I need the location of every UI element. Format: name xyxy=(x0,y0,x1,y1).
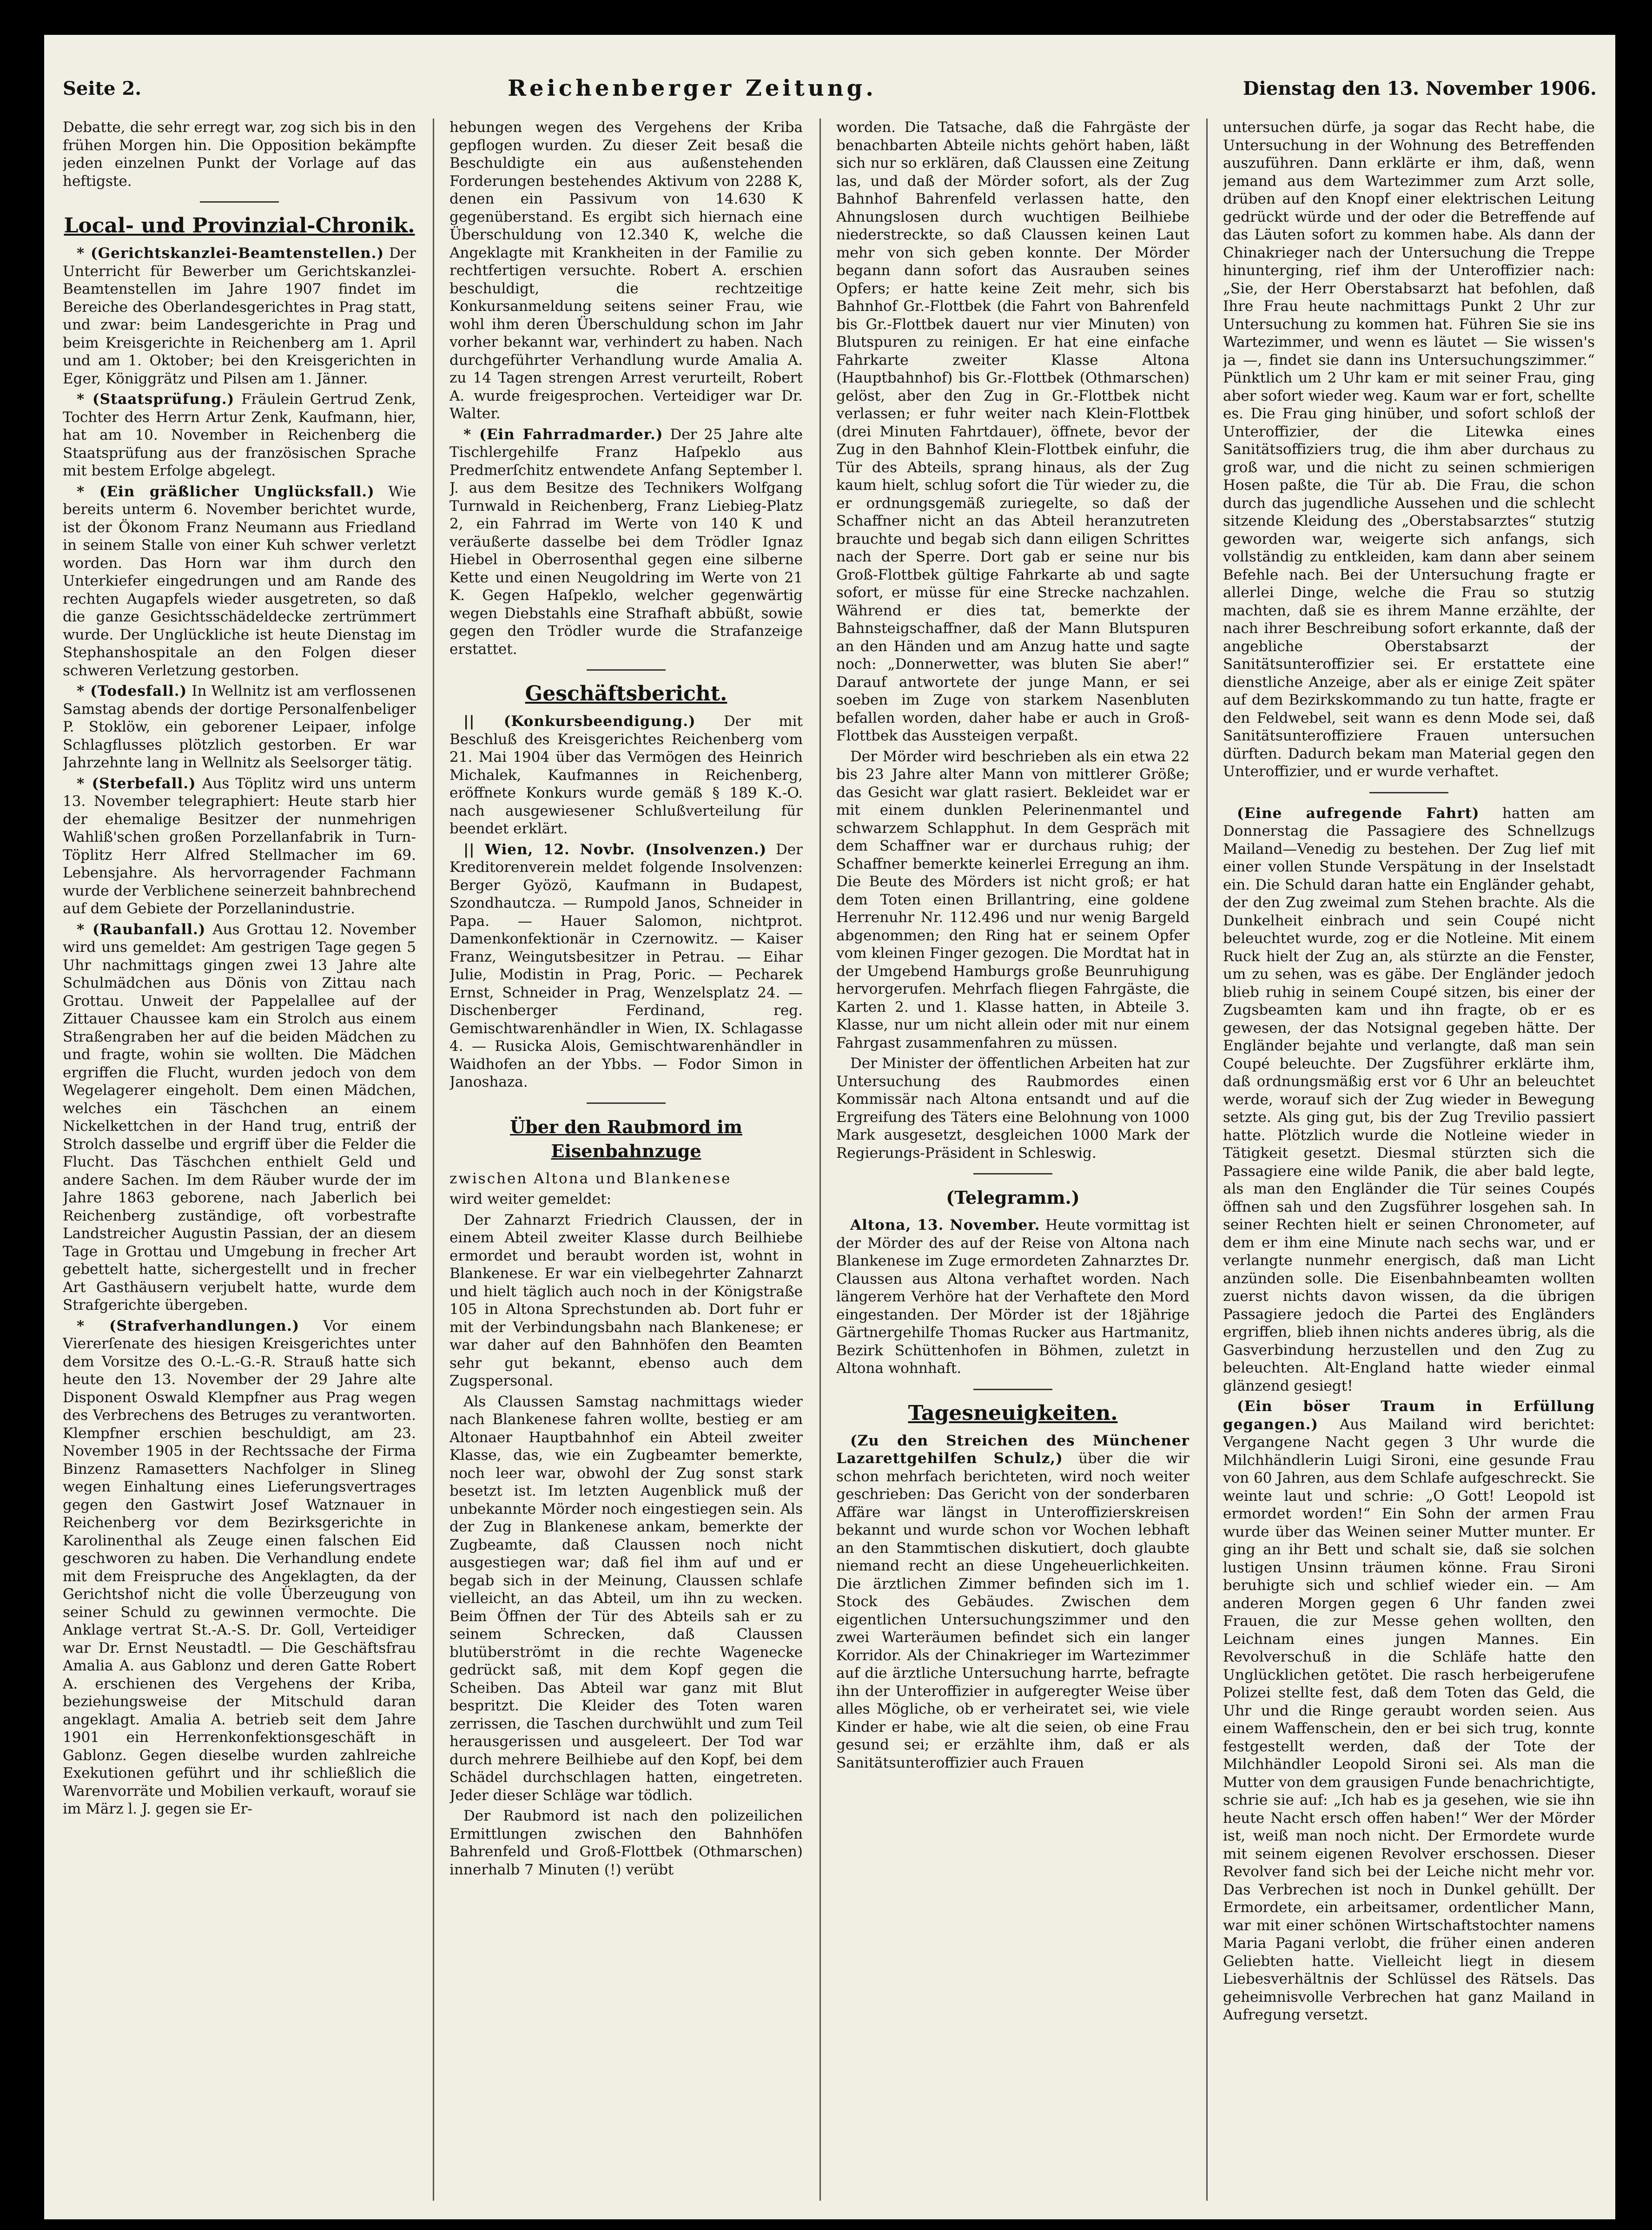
section-title: Local- und Provinzial-Chronik. xyxy=(64,214,415,238)
article xyxy=(63,244,416,388)
article-body: Der Kreditorenverein meldet folgende Insolvenzen: Berger Gyözö, Kaufmann in Budapest, Szondhautcza. — Rumpold Janos, Schneider in Papa. — Hauer Salomon, nichtprot. Damenkonfektionär in Czernowitz. — Kaiser Franz, Weingutsbesitzer in Petrau. — Eihar Julie, Modistin in Prag, Poric. — Pecharek Ernst, Schneider in Prag, Wenzelsplatz 24. — Dischenberger Ferdinand, reg. Gemischtwarenhändler in Wien, IX. Schlagasse 4. — Rusicka Alois, Gemischtwarenhändler in Waidhofen an der Ybbs. — Fodor Simon in Janoshaza. xyxy=(449,841,803,1090)
paragraph: Der Zahnarzt Friedrich Claussen, der in einem Abteil zweiter Klasse durch Beilhiebe ermordet und beraubt worden ist, wohnt in Blankenese. Er war ein vielbegehrter Zahnarzt und hielt täglich auch noch in der Königstraße 105 in Altona Sprechstunden ab. Dort fuhr er mit der Verbindungsbahn nach Blankenese; er war daher auf den Bahnhöfen den Beamten sehr gut bekannt, ebenso auch dem Zugspersonal. xyxy=(449,1211,803,1389)
article-body: Der 25 Jahre alte Tischlergehilfe Franz Haſpeklo aus Predmerſchitz entwendete Anfang September l. J. aus dem Besitze des Technikers Wolfgang Turnwald in Reichenberg, Franz Liebieg-Platz 2, ein Fahrrad im Werte von 140 K und veräußerte dasselbe bei dem Trödler Ignaz Hiebel in Oberrosenthal gegen eine silberne Kette und einen Neugoldring im Werte von 21 K. Gegen Haſpeklo, welcher gegenwärtig wegen Diebstahls eine Strafhaft abbüßt, sowie gegen den Trödler wurde die Strafanzeige erstattet. xyxy=(449,426,803,658)
column-2 xyxy=(449,119,803,2201)
article xyxy=(836,1432,1189,1772)
article xyxy=(63,483,416,680)
dateline: Altona, 13. November. xyxy=(850,1217,1040,1234)
section-subtitle: zwischen Altona und Blankenese xyxy=(449,1170,732,1187)
paragraph: Der Minister der öffentlichen Arbeiten hat zur Untersuchung des Raubmordes einen Kommissär nach Altona entsandt und auf die Ergreifung des Täters eine Belohnung von 1000 Mark ausgesetzt, desgleichen 1000 Mark der Regierungs-Präsident in Schleswig. xyxy=(836,1055,1189,1161)
article xyxy=(1223,805,1595,1395)
column-rule xyxy=(433,119,434,2201)
article xyxy=(836,1216,1189,1378)
article xyxy=(1223,1398,1595,2024)
article xyxy=(449,841,803,1091)
columns xyxy=(63,119,1597,2201)
column-4 xyxy=(1223,119,1595,2201)
paragraph: untersuchen dürfe, ja sogar das Recht habe, die Untersuchung in der Wohnung des Betreffenden auszuführen. Dann erklärte er ihm, daß, wenn jemand aus dem Wartezimmer zum Arzt solle, drüben auf den Knopf einer elektrischen Leitung gedrückt würde und der oder die Betreffende auf das Läuten sofort zu kommen habe. Als dann der Chinakrieger nach der Untersuchung die Treppe hinunterging, rief ihm der Unteroffizier nach: „Sie, der Herr Oberstabsarzt hat befohlen, daß Ihre Frau heute nachmittags Punkt 2 Uhr zur Untersuchung zu kommen hat. Führen Sie sie ins Wartezimmer, und wenn es läutet — Sie wissen's ja —, findet sie dann ins Untersuchungszimmer.“ Pünktlich um 2 Uhr kam er mit seiner Frau, ging aber sofort wieder weg. Kaum war er fort, schellte es. Die Frau ging hinüber, und sofort schloß der Unteroffizier, der die Litewka eines Sanitätsoffiziers trug, die ihm aber durchaus zu groß war, und die nicht zu seinen schmierigen Hosen paßte, die Tür ab. Die Frau, die schon durch das jugendliche Aussehen und die schlecht sitzende Kleidung des „Oberstabsarztes“ stutzig geworden war, weigerte sich anfangs, sich vollständig zu entkleiden, kam dann aber seinem Befehle nach. Bei der Untersuchung fragte er allerlei Dinge, welche die Frau so stutzig machten, daß sie es ihrem Manne erzählte, der nach ihrer Beschreibung sofort erkannte, daß der angebliche Oberstabsarzt der Sanitätsunteroffizier sei. Er erstattete eine dienstliche Anzeige, aber als er einige Zeit später auf dem Bezirkskommando zu tun hatte, fragte er den Feldwebel, seit wann es denn Mode sei, daß Sanitätsunteroffiziere Frauen untersuchen dürften. Dadurch bekam man Material gegen den Unteroffizier, und er wurde verhaftet. xyxy=(1223,119,1595,780)
article-heading: * (Strafverhandlungen.) xyxy=(77,1317,300,1334)
masthead xyxy=(63,63,1597,114)
telegram-title: (Telegramm.) xyxy=(946,1187,1080,1208)
column-1 xyxy=(63,119,416,2201)
article-body: In Wellnitz ist am verflossenen Samstag abends der dortige Personalfenbeliger P. Stoklöw, ein geborener Leipaer, infolge Schlagflusses plötzlich gestorben. Er war Jahrzehnte lang in Wellnitz als Seelsorger tätig. xyxy=(63,683,416,771)
article-body: Wie bereits unterm 6. November berichtet wurde, ist der Ökonom Franz Neumann aus Friedland in seinem Stalle von einer Kuh schwer verletzt worden. Das Horn war ihm durch den Unterkiefer eingedrungen und am Rande des rechten Augapfels wieder ausgetreten, so daß die ganze Gesichtsschädeldecke zertrümmert wurde. Der Unglückliche ist heute Dienstag im Stephanshospitale an den Folgen dieser schweren Verletzung gestorben. xyxy=(63,483,416,679)
article-body: Der mit Beschluß des Kreisgerichtes Reichenberg vom 21. Mai 1904 über das Vermögen des Heinrich Michalek, Kaufmannes in Reichenberg, eröffnete Konkurs wurde gemäß § 189 K.-O. nach ausgewiesener Schlußverteilung für beendet erklärt. xyxy=(449,713,803,837)
separator xyxy=(587,669,666,671)
article-body: hatten am Donnerstag die Passagiere des Schnellzugs Mailand—Venedig zu bestehen. Der Zug lief mit einer vollen Stunde Verspätung in der Inselstadt ein. Die Schuld daran hatte ein Engländer gehabt, der den Zug zweimal zum Stehen brachte. Als die Dunkelheit einbrach und sein Coupé nicht beleuchtet wurde, zog er die Notleine. Mit einem Ruck hielt der Zug an, als stürzte an die Fenster, um zu sehen, was es gäbe. Der Engländer jedoch blieb ruhig in seinem Coupé sitzen, bis einer der Zugsbeamten kam und ihn fragte, ob er es gewesen, der das Notsignal gegeben hätte. Der Engländer bejahte und verlangte, daß man sein Coupé beleuchte. Der Zugsführer erklärte ihm, daß ordnungsmäßig erst vor 6 Uhr an beleuchtet werde, worauf sich der Zug wieder in Bewegung setzte. Als ging gut, bis der Zug Trevilio passiert hatte. Plötzlich wurde die Notleine wieder in Tätigkeit gesetzt. Diesmal stürzten sich die Passagiere eine wilde Panik, die aber bald legte, als man den Engländer die Tür seines Coupés öffnen sah und den Zugsführer losgehen sah. In seiner Rechten hielt er seinen Chronometer, auf dem er ihm eine Minute nach sechs war, und er verlangte nunmehr energisch, daß man Licht anzünden solle. Die Eisenbahnbeamten wollten zuerst nichts davon wissen, da die übrigen Passagiere jedoch die Partei des Engländers ergriffen, blieb ihnen nichts anderes übrig, als die Gasverbindung herzustellen und den Zug zu beleuchten. Alt-England hatte wieder einmal glänzend gesiegt! xyxy=(1223,805,1595,1394)
article-heading: || (Konkursbeendigung.) xyxy=(463,713,696,730)
paragraph: worden. Die Tatsache, daß die Fahrgäste der benachbarten Abteile nichts gehört haben, läßt sich nur so erklären, daß Claussen eine Zeitung las, und daß der Mörder sofort, als der Zug Bahnhof Bahrenfeld verlassen hatte, den Ahnungslosen durch wuchtigen Beilhiebe niederstreckte, so daß Claussen keinen Laut mehr von sich geben konnte. Der Mörder begann dann sofort das Ausrauben seines Opfers; er hatte keine Zeit mehr, sich bis Bahnhof Gr.-Flottbek (die Fahrt von Bahrenfeld bis Gr.-Flottbek dauert nur vier Minuten) von Blutspuren zu reinigen. Er hat eine einfache Fahrkarte zweiter Klasse Altona (Hauptbahnhof) bis Gr.-Flottbek (Othmarschen) gelöst, aber den Zug in Gr.-Flottbek nicht verlassen; er fuhr weiter nach Klein-Flottbek (drei Minuten Fahrtdauer), öffnete, bevor der Zug in den Bahnhof Klein-Flottbek einfuhr, die Tür des Abteils, sprang hinaus, als der Zug kaum hielt, schlug sofort die Tür wieder zu, die er ordnungsgemäß zuriegelte, so daß der Schaffner nicht an das Abteil heranzutreten brauchte und begab sich dann eiligen Schrittes nach der Sperre. Dort gab er seine nur bis Groß-Flottbek gültige Fahrkarte ab und sagte sofort, er müsse für eine Strecke nachzahlen. Während er dies tat, bemerkte der Bahnsteigschaffner, daß der Mann Blutspuren an den Händen und am Anzug hatte und sagte noch: „Donnerwetter, was bluten Sie aber!“ Darauf antwortete der junge Mann, er sei soeben im Zuge von starkem Nasenbluten befallen worden, daher habe er auch in Groß-Flottbek das Aussteigen verpaßt. xyxy=(836,119,1189,744)
article-body: Der Unterricht für Bewerber um Gerichtskanzlei-Beamtenstellen im Jahre 1907 findet im Bereiche des Oberlandesgerichtes in Prag statt, und zwar: beim Landesgerichte in Prag und beim Kreisgerichte in Reichenberg am 1. April und am 1. Oktober; bei den Kreisgerichten in Eger, Königgrätz und Pilsen am 1. Jänner. xyxy=(63,245,416,387)
paragraph: Der Raubmord ist nach den polizeilichen Ermittlungen zwischen den Bahnhöfen Bahrenfeld und Groß-Flottbek (Othmarschen) innerhalb 7 Minuten (!) verübt xyxy=(449,1808,803,1878)
separator xyxy=(1369,792,1448,793)
article-heading: * (Gerichtskanzlei-Beamtenstellen.) xyxy=(77,245,384,262)
article-heading: * (Ein Fahrradmarder.) xyxy=(463,426,663,443)
article xyxy=(63,921,416,1314)
newspaper-title: Reichenberger Zeitung. xyxy=(508,75,877,101)
column-rule xyxy=(1206,119,1208,2201)
section-title: Tagesneuigkeiten. xyxy=(908,1401,1118,1425)
article-heading: || Wien, 12. Novbr. (Insolvenzen.) xyxy=(463,841,767,858)
article xyxy=(63,390,416,480)
article-heading: * (Ein gräßlicher Unglücksfall.) xyxy=(77,483,375,500)
article-heading: (Ein böser Traum in Erfüllung gegangen.) xyxy=(1223,1398,1595,1433)
section-title: Geschäftsbericht. xyxy=(525,682,727,706)
column-rule xyxy=(819,119,821,2201)
column-3 xyxy=(836,119,1189,2201)
section-title: Über den Raubmord im Eisenbahnzuge xyxy=(509,1116,743,1161)
article-body: Heute vormittag ist der Mörder des auf der Reise von Altona nach Blankenese im Zuge ermordeten Zahnarztes Dr. Claussen aus Altona verhaftet worden. Nach längerem Verhöre hat der Verhaftete den Mord eingestanden. Der Mörder ist der 18jährige Gärtnergehilfe Thomas Rucker aus Hartmanitz, Bezirk Schüttenhofen in Böhmen, zuletzt in Altona wohnhaft. xyxy=(836,1217,1189,1377)
separator xyxy=(973,1389,1052,1390)
article-body: über die wir schon mehrfach berichteten, wird noch weiter geschrieben: Das Gericht von der sonderbaren Affäre war längst in Unteroffizierskreisen bekannt und wurde schon vor Wochen lebhaft an den Stammtischen diskutiert, doch glaubte niemand recht an diese Ungeheuerlichkeiten. Die ärztlichen Zimmer befinden sich im 1. Stock des Gebäudes. Zwischen dem eigentlichen Untersuchungszimmer und den zwei Warteräumen befindet sich ein langer Korridor. Als der Chinakrieger im Wartezimmer auf die ärztliche Untersuchung harrte, befragte ihn der Unteroffizier in aufgeregter Weise über alles Mögliche, ob er verheiratet sei, wie viele Kinder er habe, wie alt die seien, ob eine Frau gesund sei; er erzählte ihm, daß er als Sanitätsunteroffizier auch Frauen xyxy=(836,1450,1189,1771)
article-heading: (Eine aufregende Fahrt) xyxy=(1237,805,1480,822)
article-heading: (Zu den Streichen des Münchener Lazarettgehilfen Schulz,) xyxy=(836,1432,1189,1467)
article xyxy=(63,1317,416,1818)
paragraph: Debatte, die sehr erregt war, zog sich bis in den frühen Morgen hin. Die Opposition bekämpfte jeden einzelnen Punkt der Vorlage auf das heftigste. xyxy=(63,119,416,190)
article-body: Vor einem Viererſenate des hiesigen Kreisgerichtes unter dem Vorsitze des O.-L.-G.-R. Strauß hatte sich heute den 13. November der 29 Jahre alte Disponent Oswald Klempfner aus Prag wegen des Verbrechens des Betruges zu verantworten. Klempfner erschien beschuldigt, am 23. November 1905 in der Rechtssache der Firma Binzenz Ramasetters Nachfolger in Slineg wegen Einhaltung eines Lieferungsvertrages gegen den Gastwirt Josef Watznauer in Reichenberg vor dem Bezirksgerichte in Karolinenthal als Zeuge einen falschen Eid geschworen zu haben. Die Verhandlung endete mit dem Freispruche des Angeklagten, da der Gerichtshof nicht die volle Überzeugung von seiner Schuld zu gewinnen vermochte. Die Anklage vertrat St.-A.-S. Dr. Goll, Verteidiger war Dr. Ernst Neustadtl. — Die Geschäftsfrau Amalia A. aus Gablonz und deren Gatte Robert A. erschienen des Vergehens der Kriba, beziehungsweise der Mitschuld daran angeklagt. Amalia A. betrieb seit dem Jahre 1901 ein Herrenkonfektionsgeschäft in Gablonz. Gegen dieselbe wurden zahlreiche Exekutionen geführt und ihr schließlich die Warenvorräte und Mobilien verkauft, worauf sie im März l. J. gegen sie Er- xyxy=(63,1317,416,1817)
article-body: Aus Mailand wird berichtet: Vergangene Nacht gegen 3 Uhr wurde die Milchhändlerin Luigi Sironi, eine gesunde Frau von 60 Jahren, aus dem Schlafe aufgeschreckt. Sie weinte laut und schrie: „O Gott! Leopold ist ermordet worden!“ Ein Sohn der armen Frau wurde über das Weinen seiner Mutter munter. Er ging an ihr Bett und schalt sie, daß sie solchen lustigen Unsinn träumen könne. Frau Sironi beruhigte sich und schlief wieder ein. — Am anderen Morgen gegen 6 Uhr fanden zwei Frauen, die zur Messe gehen wollten, den Leichnam eines jungen Mannes. Ein Revolverschuß in die Schläfe hatte den Unglücklichen getötet. Die rasch herbeigerufene Polizei stellte fest, daß dem Toten das Geld, die Uhr und die Ringe geraubt worden seien. Aus einem Waffenschein, den er bei sich trug, konnte festgestellt werden, daß der Tote der Milchhändler Leopold Sironi sei. Als man die Mutter von dem grausigen Funde benachrichtigte, schrie sie auf: „Ich hab es ja gesehen, wie sie ihn heute Nacht ersch offen haben!“ Wer der Mörder ist, weiß man noch nicht. Der Ermordete wurde mit seinem eigenen Revolver erschossen. Dieser Revolver fand sich bei der Leiche nicht mehr vor. Das Verbrechen ist noch in Dunkel gehüllt. Der Ermordete, ein arbeitsamer, ordentlicher Mann, war mit einer schönen Wirtschaftstochter namens Maria Pagani verlobt, die früher einen anderen Geliebten hatte. Vielleicht liegt in diesem Liebesverhältnis der Schlüssel des Rätsels. Das geheimnisvolle Verbrechen hat ganz Mailand in Aufregung versetzt. xyxy=(1223,1416,1595,2023)
paragraph: wird weiter gemeldet: xyxy=(449,1191,612,1207)
article-heading: * (Sterbefall.) xyxy=(77,775,196,792)
article-body: Fräulein Gertrud Zenk, Tochter des Herrn Artur Zenk, Kaufmann, hier, hat am 10. November in Reichenberg die Staatsprüfung aus der französischen Sprache mit bestem Erfolge abgelegt. xyxy=(63,391,416,479)
paragraph: hebungen wegen des Vergehens der Kriba gepflogen wurden. Zu dieser Zeit besaß die Beschuldigte ein aus außenstehenden Forderungen bestehendes Aktivum von 2288 K, denen ein Passivum von 14.630 K gegenüberstand. Es ergibt sich hiernach eine Überschuldung von 12.340 K, welche die Angeklagte mit Krankheiten in der Familie zu rechtfertigen versuchte. Robert A. erschien beschuldigt, die rechtzeitige Konkursanmeldung seitens seiner Frau, wie wohl ihm deren Überschuldung schon im Jahr vorher bekannt war, verhindert zu haben. Nach durchgeführter Verhandlung wurde Amalia A. zu 14 Tagen strengen Arrest verurteilt, Robert A. wurde freigesprochen. Verteidiger war Dr. Walter. xyxy=(449,119,803,422)
article-heading: * (Todesfall.) xyxy=(77,683,187,699)
article-heading: * (Staatsprüfung.) xyxy=(77,391,235,408)
page-number: Seite 2. xyxy=(63,77,142,99)
newspaper-page xyxy=(44,35,1615,2219)
separator xyxy=(973,1173,1052,1174)
article xyxy=(449,426,803,659)
issue-date: Dienstag den 13. November 1906. xyxy=(1242,77,1597,99)
separator xyxy=(587,1102,666,1104)
article xyxy=(449,713,803,838)
separator xyxy=(200,201,279,203)
article-heading: * (Raubanfall.) xyxy=(77,921,206,938)
article xyxy=(63,682,416,772)
article-body: Aus Grottau 12. November wird uns gemeldet: Am gestrigen Tage gegen 5 Uhr nachmittags gingen zwei 13 Jahre alte Schulmädchen aus Dönis von Zittau nach Grottau. Unweit der Pappelallee auf der Zittauer Chaussee kam ein Strolch aus einem Straßengraben her auf die beiden Mädchen zu und fragte, wohin sie wollten. Die Mädchen ergriffen die Flucht, wurden jedoch von dem Wegelagerer eingeholt. Dem einen Mädchen, welches ein Täschchen an einem Nickelkettchen in der Hand trug, entriß der Strolch dasselbe und ergriff über die Felder die Flucht. Das Täschchen enthielt Geld und andere Sachen. Im dem Räuber wurde der im Jahre 1863 geborene, nach Jaberlich bei Reichenberg zuständige, oft vorbestrafte Landstreicher Augustin Passian, der an diesem Tage in Grottau und Umgebung in frecher Art gebettelt hatte, sichergestellt und in frecher Art Gasthäusern verjubelt hatte, wurde dem Strafgerichte übergeben. xyxy=(63,921,416,1313)
article xyxy=(63,775,416,918)
paragraph: Als Claussen Samstag nachmittags wieder nach Blankenese fahren wollte, bestieg er am Altonaer Hauptbahnhof ein Abteil zweiter Klasse, das, wie ein Zugbeamter bemerkte, noch leer war, obwohl der Zug sonst stark besetzt ist. Im letzten Augenblick muß der unbekannte Mörder noch eingestiegen sein. Als der Zug in Blankenese ankam, bemerkte der Zugbeamte, daß Claussen noch nicht ausgestiegen war; daß fiel ihm auf und er begab sich in der Meinung, Claussen schlafe vielleicht, an das Abteil, um ihn zu wecken. Beim Öffnen der Tür des Abteils sah er zu seinem Schrecken, daß Claussen blutüberströmt in die rechte Wagenecke gedrückt saß, mit dem Kopf gegen die Scheiben. Das Abteil war ganz mit Blut bespritzt. Die Kleider des Toten waren zerrissen, die Taschen durchwühlt und zum Teil herausgerissen und ausgeleert. Der Tod war durch mehrere Beilhiebe auf den Kopf, bei dem Schädel durchschlagen hatten, eingetreten. Jeder dieser Schläge war tödlich. xyxy=(449,1393,803,1804)
paragraph: Der Mörder wird beschrieben als ein etwa 22 bis 23 Jahre alter Mann von mittlerer Größe; das Gesicht war glatt rasiert. Bekleidet war er mit einem dunklen Pelerinenmantel und schwarzem Schlapphut. In dem Gespräch mit dem Schaffner war er durchaus ruhig; der Schaffner bemerkte keinerlei Erregung an ihm. Die Beute des Mörders ist nicht groß; er hat dem Toten einen Brillantring, eine goldene Herrenuhr Nr. 112.496 und nur wenig Bargeld abgenommen; den Ring hat er seinem Opfer vom kleinen Finger gezogen. Die Mordtat hat in der Umgebend Hamburgs große Beunruhigung hervorgerufen. Mehrfach fliegen Fahrgäste, die Karten 2. und 1. Klasse hatten, in Abteile 3. Klasse, nur um nicht allein oder mit nur einem Fahrgast zusammenfahren zu müssen. xyxy=(836,748,1189,1051)
article-body: Aus Töplitz wird uns unterm 13. November telegraphiert: Heute starb hier der ehemalige Besitzer der nunmehrigen Wahliß'schen großen Porzellanfabrik in Turn-Töplitz Herr Alfred Stellmacher im 69. Lebensjahre. Als hervorragender Fachmann wurde der Verblichene seinerzeit bahnbrechend auf dem Gebiete der Porzellanindustrie. xyxy=(63,775,416,917)
